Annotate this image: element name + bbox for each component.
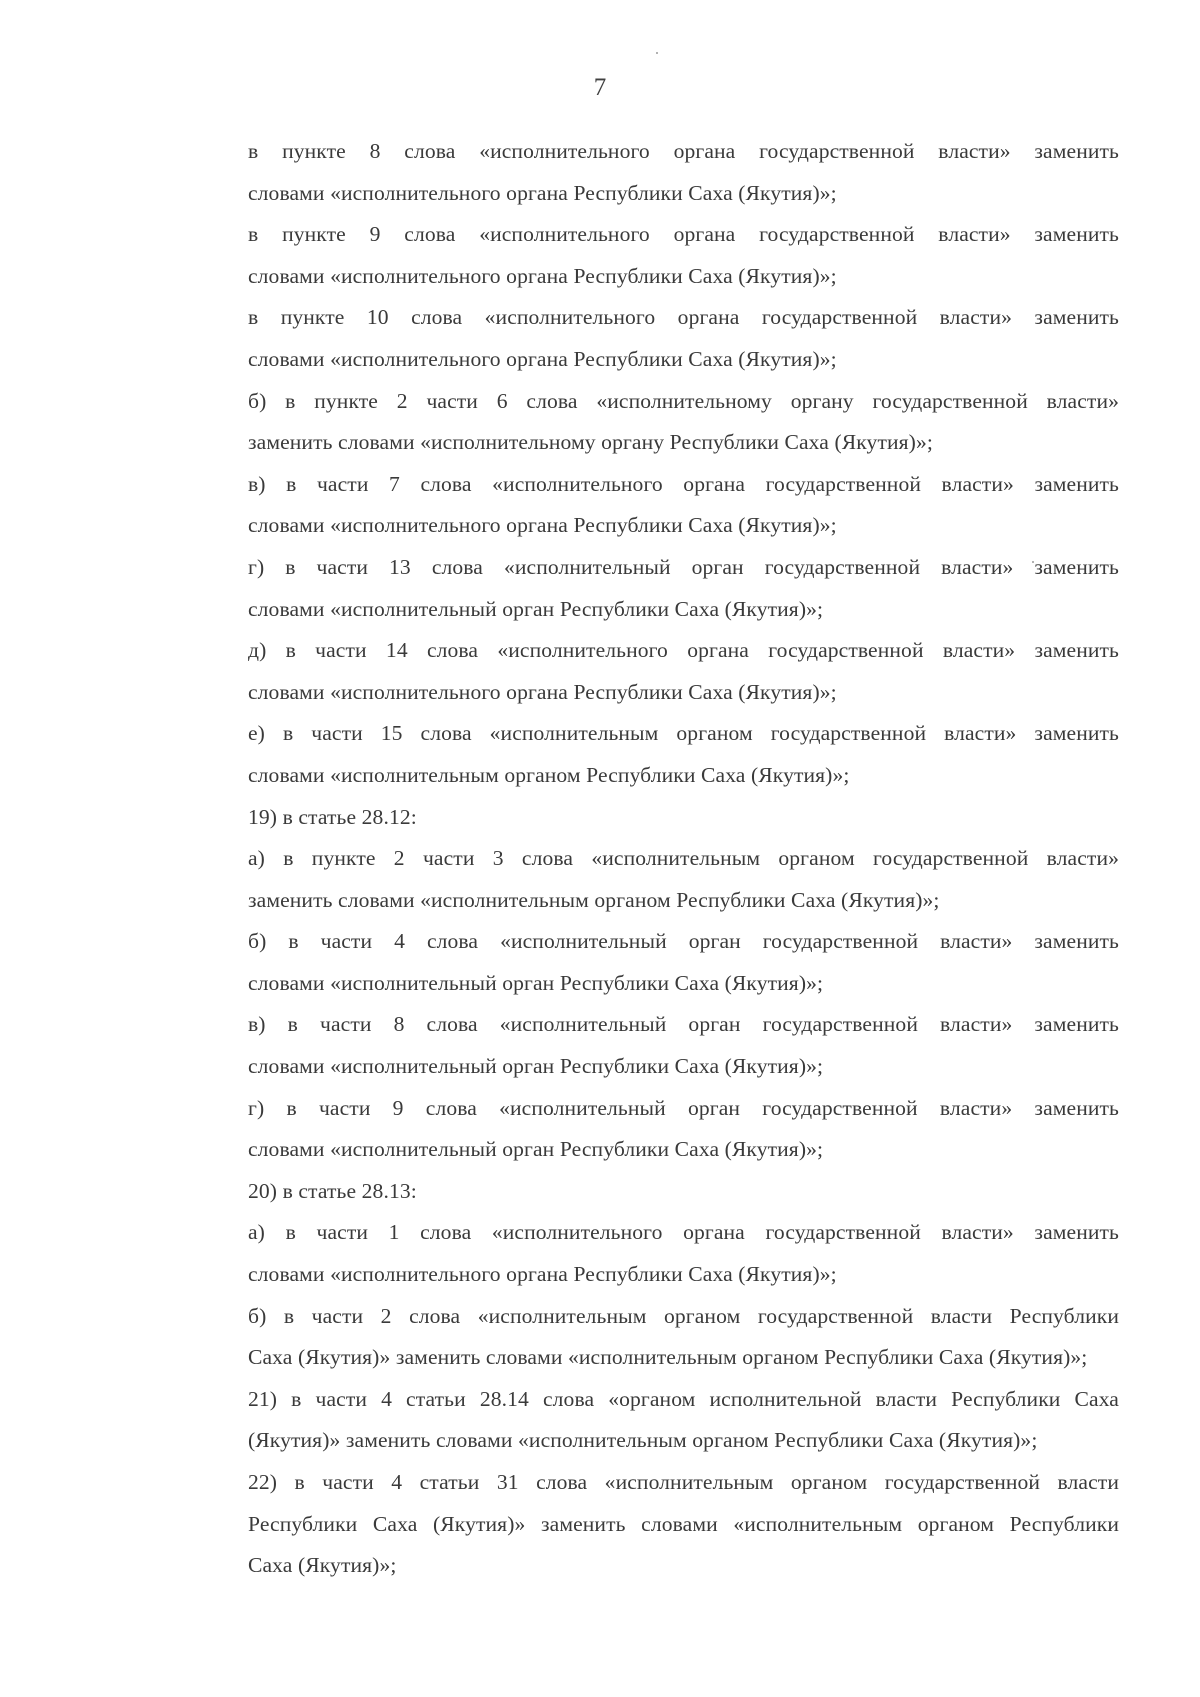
text-line: словами «исполнительного органа Республики Саха (Якутия)»; [248, 180, 837, 205]
text-line: б) в части 2 слова «исполнительным органом государственной власти Республики [248, 1303, 1119, 1328]
paragraph [176, 1296, 1119, 1379]
text-line: б) в части 4 слова «исполнительный орган государственной власти» заменить [248, 929, 1119, 954]
paragraph [176, 464, 1119, 547]
text-line: заменить словами «исполнительным органом Республики Саха (Якутия)»; [248, 887, 940, 912]
text-line: словами «исполнительного органа Республики Саха (Якутия)»; [248, 679, 837, 704]
paragraph [176, 547, 1119, 630]
paragraph [176, 1212, 1119, 1295]
text-line: в пункте 9 слова «исполнительного органа государственной власти» заменить [248, 222, 1119, 247]
text-line: 20) в статье 28.13: [248, 1178, 417, 1203]
text-line: а) в пункте 2 части 3 слова «исполнительным органом государственной власти» [248, 846, 1119, 871]
text-line: словами «исполнительный орган Республики Саха (Якутия)»; [248, 596, 824, 621]
text-line: словами «исполнительный орган Республики Саха (Якутия)»; [248, 1054, 824, 1079]
text-line: б) в пункте 2 части 6 слова «исполнительному органу государственной власти» [248, 388, 1119, 413]
scan-speck [656, 52, 658, 54]
text-line: в) в части 7 слова «исполнительного органа государственной власти» заменить [248, 471, 1119, 496]
text-line: словами «исполнительного органа Республики Саха (Якутия)»; [248, 1262, 837, 1287]
text-line: Саха (Якутия)»; [248, 1553, 397, 1578]
paragraph [176, 131, 1119, 214]
text-line: а) в части 1 слова «исполнительного органа государственной власти» заменить [248, 1220, 1119, 1245]
text-line: словами «исполнительный орган Республики Саха (Якутия)»; [248, 970, 824, 995]
text-line: г) в части 13 слова «исполнительный орган государственной власти» заменить [248, 554, 1119, 579]
text-line: в пункте 8 слова «исполнительного органа государственной власти» заменить [248, 139, 1119, 163]
text-line: заменить словами «исполнительному органу Республики Саха (Якутия)»; [248, 430, 933, 455]
paragraph [176, 838, 1119, 921]
text-line: (Якутия)» заменить словами «исполнительным органом Республики Саха (Якутия)»; [248, 1428, 1038, 1453]
text-line: Саха (Якутия)» заменить словами «исполнительным органом Республики Саха (Якутия)»; [248, 1345, 1088, 1370]
paragraph [176, 797, 1119, 839]
paragraph [176, 381, 1119, 464]
text-line: 22) в части 4 статьи 31 слова «исполнительным органом государственной власти [248, 1470, 1119, 1494]
paragraph [176, 921, 1119, 1004]
text-line: словами «исполнительного органа Республики Саха (Якутия)»; [248, 513, 837, 538]
text-line: Республики Саха (Якутия)» заменить словами «исполнительным органом Республики [248, 1511, 1119, 1536]
text-line: в пункте 10 слова «исполнительного органа государственной власти» заменить [248, 305, 1119, 330]
text-line: словами «исполнительного органа Республики Саха (Якутия)»; [248, 346, 837, 371]
paragraph [176, 1379, 1119, 1462]
text-line: 21) в части 4 статьи 28.14 слова «органом исполнительной власти Республики Саха [248, 1386, 1119, 1411]
paragraph [176, 1462, 1119, 1587]
paragraph [176, 1088, 1119, 1171]
text-line: словами «исполнительным органом Республики Саха (Якутия)»; [248, 762, 850, 787]
paragraph [176, 630, 1119, 713]
text-line: 19) в статье 28.12: [248, 804, 417, 829]
text-line: словами «исполнительный орган Республики Саха (Якутия)»; [248, 1137, 824, 1162]
page-number: 7 [593, 74, 607, 101]
paragraph [176, 1004, 1119, 1087]
text-line: в) в части 8 слова «исполнительный орган государственной власти» заменить [248, 1012, 1119, 1037]
paragraph [176, 297, 1119, 380]
paragraph [176, 713, 1119, 796]
text-line: словами «исполнительного органа Республики Саха (Якутия)»; [248, 263, 837, 288]
text-line: г) в части 9 слова «исполнительный орган государственной власти» заменить [248, 1095, 1119, 1120]
paragraph [176, 1171, 1119, 1213]
text-line: д) в части 14 слова «исполнительного органа государственной власти» заменить [248, 638, 1119, 663]
document-body [176, 131, 1119, 1587]
text-line: е) в части 15 слова «исполнительным органом государственной власти» заменить [248, 721, 1119, 746]
paragraph [176, 214, 1119, 297]
